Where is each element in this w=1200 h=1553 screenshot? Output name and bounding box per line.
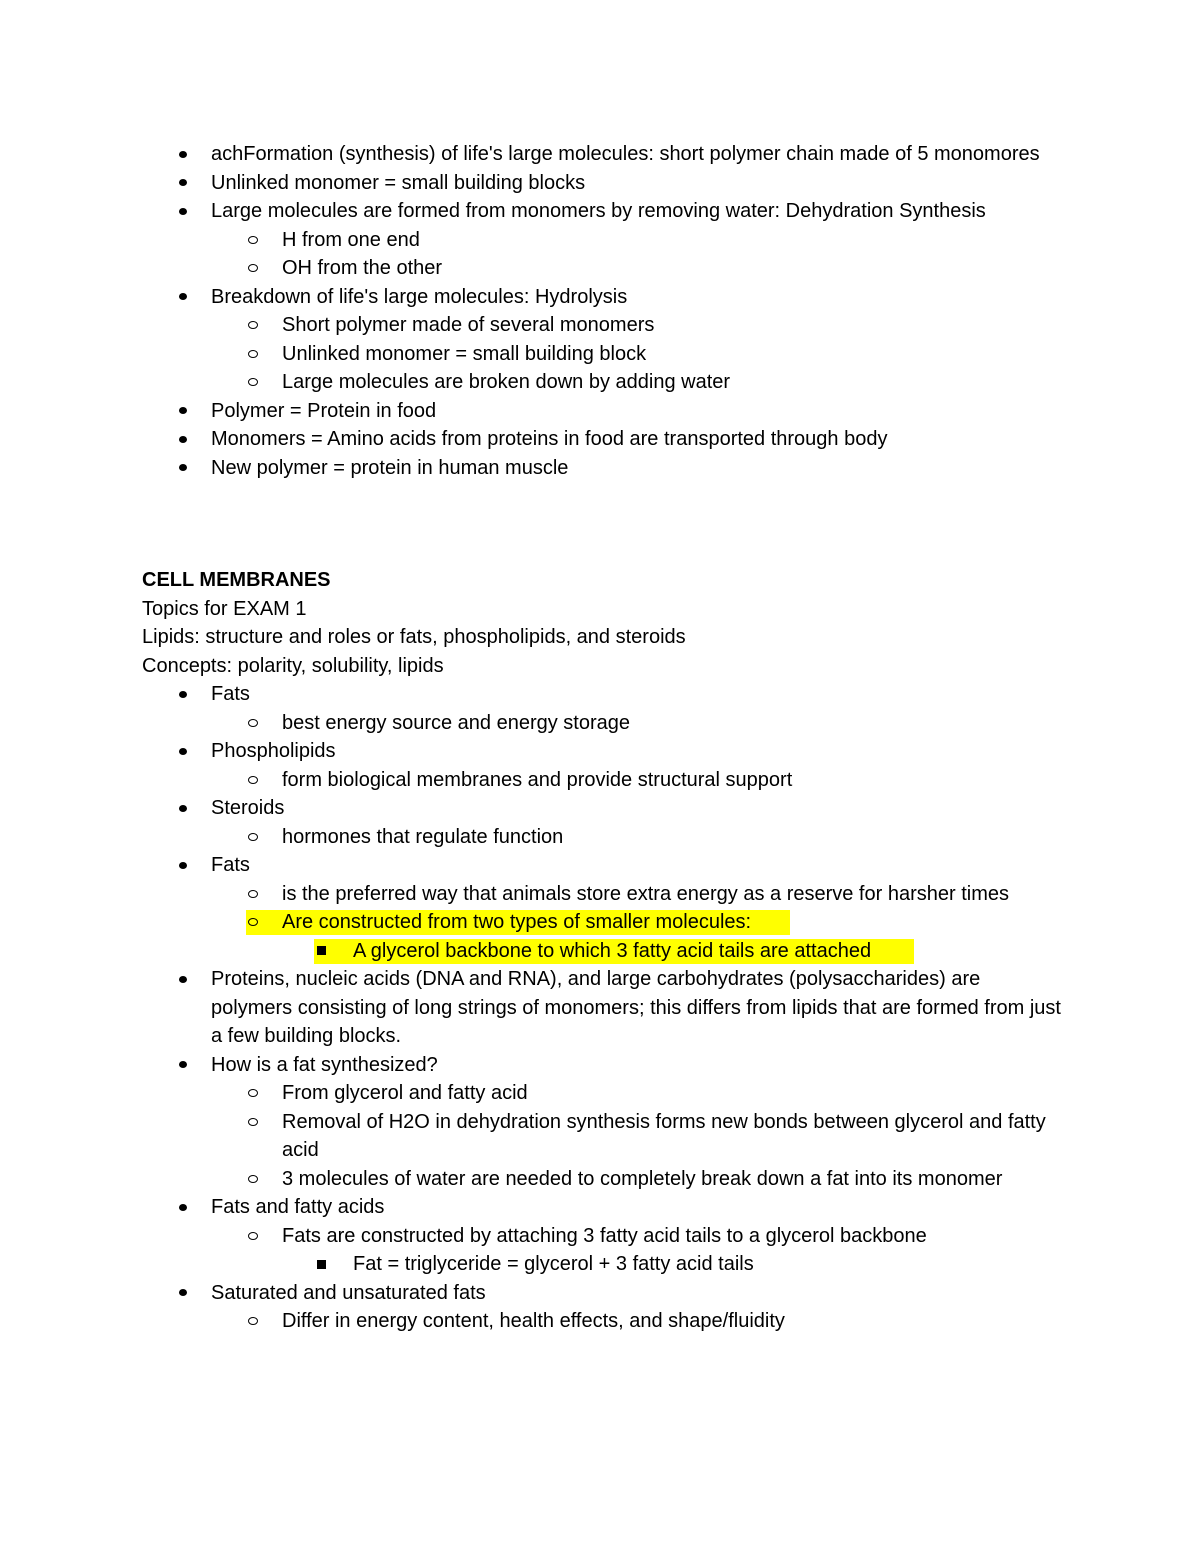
list-item-text: Removal of H2O in dehydration synthesis forms new bonds between glycerol and fatty acid	[282, 1110, 1046, 1161]
list-item	[142, 680, 1062, 709]
list-item	[142, 340, 1062, 369]
list-item	[142, 140, 1062, 169]
list-item-text: OH from the other	[282, 257, 443, 279]
list-item-text: Unlinked monomer = small building block	[282, 342, 647, 365]
list-item-text: How is a fat synthesized?	[211, 1053, 438, 1076]
bullet-circle-icon	[246, 368, 260, 397]
list-item	[142, 454, 1062, 483]
list-item	[142, 965, 1062, 1051]
bullet-circle-icon	[246, 1108, 260, 1137]
bullet-dot-icon	[176, 1051, 190, 1080]
list-item-text: Fats	[211, 854, 250, 876]
list-item	[142, 709, 1062, 738]
list-item-text: A glycerol backbone to which 3 fatty acid tails are attached	[353, 939, 872, 962]
bullet-circle-icon	[246, 709, 260, 738]
paragraph-line: Concepts: polarity, solubility, lipids	[142, 654, 444, 677]
list-item-text: Polymer = Protein in food	[211, 399, 437, 422]
list-item-text: 3 molecules of water are needed to completely break down a fat into its monomer	[282, 1167, 1003, 1190]
list-item	[142, 766, 1062, 795]
bullet-circle-icon	[246, 311, 260, 340]
bullet-dot-icon	[176, 1193, 190, 1222]
list-item-text: Differ in energy content, health effects, and shape/fluidity	[282, 1310, 785, 1332]
list-item	[142, 368, 1062, 397]
highlighted-list-item	[142, 937, 1062, 966]
bullet-dot-icon	[176, 680, 190, 709]
bullet-dot-icon	[176, 197, 190, 226]
cell-membranes-section	[142, 566, 1062, 1336]
list-item-text: From glycerol and fatty acid	[282, 1082, 528, 1104]
bullet-circle-icon	[246, 1222, 260, 1251]
list-item	[142, 823, 1062, 852]
bullet-dot-icon	[176, 283, 190, 312]
list-item	[142, 1193, 1062, 1222]
list-item	[142, 169, 1062, 198]
list-item	[142, 1279, 1062, 1308]
list-item	[142, 1108, 1062, 1165]
list-item	[142, 1222, 1062, 1251]
bullet-circle-icon	[246, 226, 260, 255]
list-item-text: best energy source and energy storage	[282, 711, 630, 734]
bullet-circle-icon	[246, 254, 260, 283]
list-item-text: Large molecules are formed from monomers by removing water: Dehydration Synthesis	[211, 200, 986, 222]
list-item-text: Phospholipids	[211, 740, 336, 762]
list-item-text: form biological membranes and provide structural support	[282, 768, 793, 791]
bullet-square-icon	[314, 937, 328, 966]
list-item	[142, 197, 1062, 226]
list-item-text: Proteins, nucleic acids (DNA and RNA), and large carbohydrates (polysaccharides) are polymers consisting of long strings of monomers; this differs from lipids that are formed from just a few building blocks.	[211, 968, 1061, 1047]
list-item-text: hormones that regulate function	[282, 825, 564, 848]
list-item	[142, 283, 1062, 312]
paragraph-line: Lipids: structure and roles or fats, phospholipids, and steroids	[142, 626, 686, 648]
list-item	[142, 851, 1062, 880]
list-item-text: Fat = triglyceride = glycerol + 3 fatty acid tails	[353, 1253, 754, 1275]
list-item-text: Saturated and unsaturated fats	[211, 1281, 486, 1304]
list-item-text: Short polymer made of several monomers	[282, 314, 655, 336]
bullet-dot-icon	[176, 737, 190, 766]
list-item-text: H from one end	[282, 228, 420, 251]
bullet-dot-icon	[176, 425, 190, 454]
bullet-circle-icon	[246, 1307, 260, 1336]
bullet-circle-icon	[246, 1079, 260, 1108]
bullet-dot-icon	[176, 1279, 190, 1308]
list-item-text: Steroids	[211, 797, 285, 819]
list-item-text: Fats	[211, 683, 250, 705]
list-item	[142, 226, 1062, 255]
list-item-text: is the preferred way that animals store extra energy as a reserve for harsher times	[282, 882, 1009, 905]
paragraph-line: Topics for EXAM 1	[142, 597, 307, 620]
list-item-text: New polymer = protein in human muscle	[211, 456, 569, 479]
list-item-text: Are constructed from two types of smaller molecules:	[282, 911, 752, 933]
list-item	[142, 397, 1062, 426]
bullet-circle-icon	[246, 823, 260, 852]
list-item-text: achFormation (synthesis) of life's large molecules: short polymer chain made of 5 monomores	[211, 143, 1040, 165]
list-item-text: Breakdown of life's large molecules: Hydrolysis	[211, 285, 628, 308]
bullet-circle-icon	[246, 766, 260, 795]
highlighted-list-item	[142, 908, 1062, 937]
list-item	[142, 1307, 1062, 1336]
section-heading: CELL MEMBRANES	[142, 569, 331, 591]
list-item	[142, 425, 1062, 454]
bullet-circle-icon	[246, 340, 260, 369]
list-item	[142, 1079, 1062, 1108]
list-item	[142, 1165, 1062, 1194]
list-item-text: Fats and fatty acids	[211, 1196, 385, 1218]
bullet-circle-icon	[246, 880, 260, 909]
list-item	[142, 737, 1062, 766]
list-item	[142, 880, 1062, 909]
bullet-dot-icon	[176, 965, 190, 994]
bullet-dot-icon	[176, 454, 190, 483]
bullet-square-icon	[314, 1250, 328, 1279]
list-item-text: Fats are constructed by attaching 3 fatty acid tails to a glycerol backbone	[282, 1224, 927, 1247]
bullet-dot-icon	[176, 169, 190, 198]
list-item	[142, 794, 1062, 823]
list-item-text: Large molecules are broken down by adding water	[282, 371, 731, 393]
list-item-text: Unlinked monomer = small building blocks	[211, 171, 586, 194]
bullet-dot-icon	[176, 397, 190, 426]
section-bullet-list	[142, 680, 1062, 1336]
bullet-dot-icon	[176, 140, 190, 169]
bullet-circle-icon	[246, 908, 260, 937]
list-item-text: Monomers = Amino acids from proteins in food are transported through body	[211, 428, 888, 450]
bullet-circle-icon	[246, 1165, 260, 1194]
list-item	[142, 254, 1062, 283]
top-bullet-list	[142, 140, 1062, 482]
list-item	[142, 1051, 1062, 1080]
bullet-dot-icon	[176, 794, 190, 823]
bullet-dot-icon	[176, 851, 190, 880]
list-item	[142, 311, 1062, 340]
list-item	[142, 1250, 1062, 1279]
